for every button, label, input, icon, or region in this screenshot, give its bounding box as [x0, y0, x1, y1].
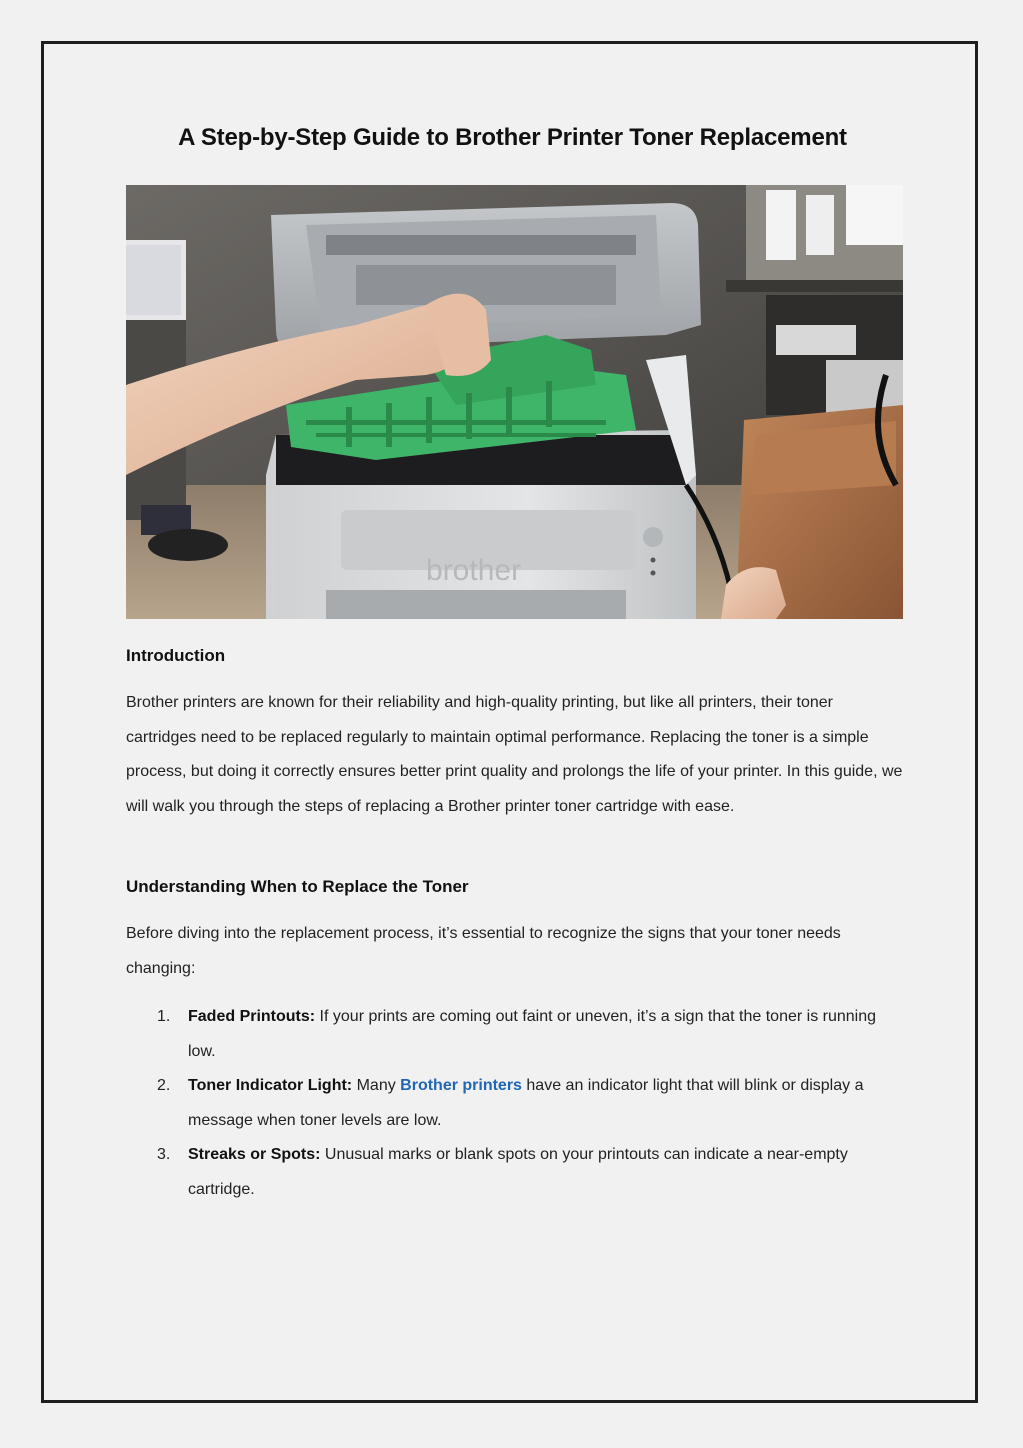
- photo-printer-toner-replacement-icon: [126, 185, 903, 619]
- printer-toner-photo: [126, 185, 903, 619]
- list-item-text: have an indicator light that will blink or display a message when toner levels are low.: [188, 1077, 864, 1129]
- list-item: [126, 1069, 903, 1138]
- introduction-paragraph: Brother printers are known for their reliability and high-quality printing, but like all printers, their toner cartridges need to be replaced regularly to maintain optimal performance. Replacing the toner is a simple process, but doing it correctly ensures better print quality and prolongs the life of your printer. In this guide, we will walk you through the steps of replacing a Brother printer toner cartridge with ease.: [126, 694, 903, 815]
- list-item: [126, 1138, 903, 1207]
- list-item-number: 2.: [157, 1077, 171, 1094]
- list-item: [126, 1000, 903, 1069]
- introduction-heading: Introduction: [126, 646, 226, 665]
- list-item-number: 3.: [157, 1146, 171, 1163]
- understanding-heading: Understanding When to Replace the Toner: [126, 877, 469, 896]
- list-item-number: 1.: [157, 1008, 171, 1025]
- brother-printers-link[interactable]: Brother printers: [400, 1077, 522, 1094]
- list-item-label: Toner Indicator Light:: [188, 1077, 353, 1094]
- list-item-label: Streaks or Spots:: [188, 1146, 321, 1163]
- list-item-text: Unusual marks or blank spots on your printouts can indicate a near-empty cartridge.: [188, 1146, 848, 1198]
- list-item-text: Many: [352, 1077, 401, 1094]
- understanding-paragraph: Before diving into the replacement process, it’s essential to recognize the signs that your toner needs changing:: [126, 925, 841, 977]
- list-item-label: Faded Printouts:: [188, 1008, 316, 1025]
- document-page: [41, 41, 978, 1403]
- signs-list: [126, 1000, 903, 1207]
- document-title: A Step-by-Step Guide to Brother Printer Toner Replacement: [178, 124, 847, 151]
- printer-brand-text: brother: [426, 554, 522, 587]
- list-item-text: If your prints are coming out faint or uneven, it’s a sign that the toner is running low.: [188, 1008, 877, 1060]
